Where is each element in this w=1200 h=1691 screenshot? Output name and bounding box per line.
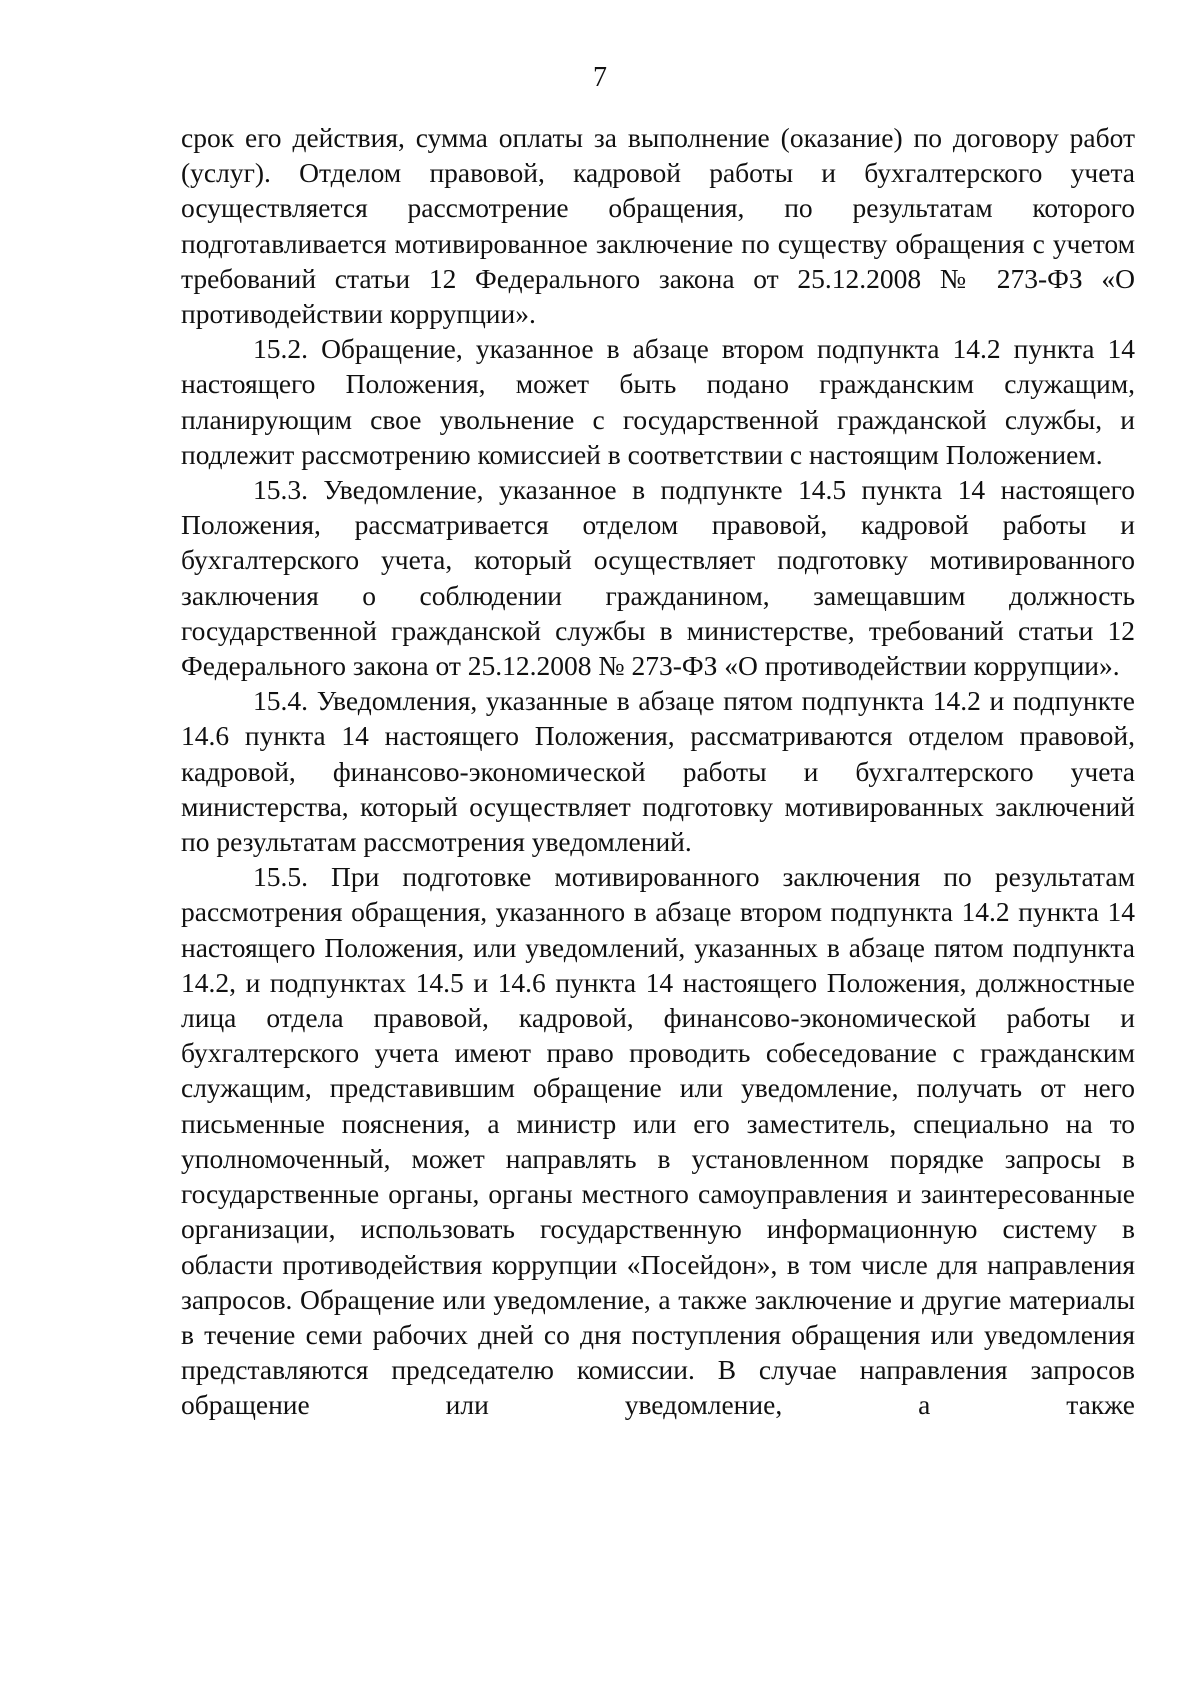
paragraph-15-2: 15.2. Обращение, указанное в абзаце втором подпункта 14.2 пункта 14 настоящего Положения, может быть подано гражданским служащим, планирующим свое увольнение с государственной гражданской службы, и подлежит рассмотрению комиссией в соответствии с настоящим Положением.: [181, 333, 1135, 470]
paragraph-15-4: 15.4. Уведомления, указанные в абзаце пятом подпункта 14.2 и подпункте 14.6 пункта 14 настоящего Положения, рассматриваются отделом правовой, кадровой, финансово-экономической работы и бухгалтерского учета министерства, который осуществляет подготовку мотивированных заключений по результатам рассмотрения уведомлений.: [181, 685, 1135, 858]
paragraph-continuation: срок его действия, сумма оплаты за выполнение (оказание) по договору работ (услуг). Отделом правовой, кадровой работы и бухгалтерского учета осуществляется рассмотрение обращения, по результатам которого подготавливается мотивированное заключение по существу обращения с учетом требований статьи 12 Федерального закона от 25.12.2008 № 273-ФЗ «О противодействии коррупции».: [181, 122, 1135, 330]
paragraph-15-5: 15.5. При подготовке мотивированного заключения по результатам рассмотрения обращения, указанного в абзаце втором подпункта 14.2 пункта 14 настоящего Положения, или уведомлений, указанных в абзаце пятом подпункта 14.2, и подпунктах 14.5 и 14.6 пункта 14 настоящего Положения, должностные лица отдела правовой, кадровой, финансово-экономической работы и бухгалтерского учета имеют право проводить собеседование с гражданским служащим, представившим обращение или уведомление, получать от него письменные пояснения, а министр или его заместитель, специально на то уполномоченный, может направлять в установленном порядке запросы в государственные органы, органы местного самоуправления и заинтересованные организации, использовать государственную информационную систему в области противодействия коррупции «Посейдон», в том числе для направления запросов. Обращение или уведомление, а также заключение и другие материалы в течение семи рабочих дней со дня поступления обращения или уведомления представляются председателю комиссии. В случае направления запросов обращение или уведомление, а также: [181, 861, 1135, 1421]
page-number: 7: [593, 62, 607, 93]
paragraph-15-3: 15.3. Уведомление, указанное в подпункте 14.5 пункта 14 настоящего Положения, рассматривается отделом правовой, кадровой работы и бухгалтерского учета, который осуществляет подготовку мотивированного заключения о соблюдении гражданином, замещавшим должность государственной гражданской службы в министерстве, требований статьи 12 Федерального закона от 25.12.2008 № 273-ФЗ «О противодействии коррупции».: [181, 474, 1135, 682]
document-body: [181, 120, 1135, 1423]
